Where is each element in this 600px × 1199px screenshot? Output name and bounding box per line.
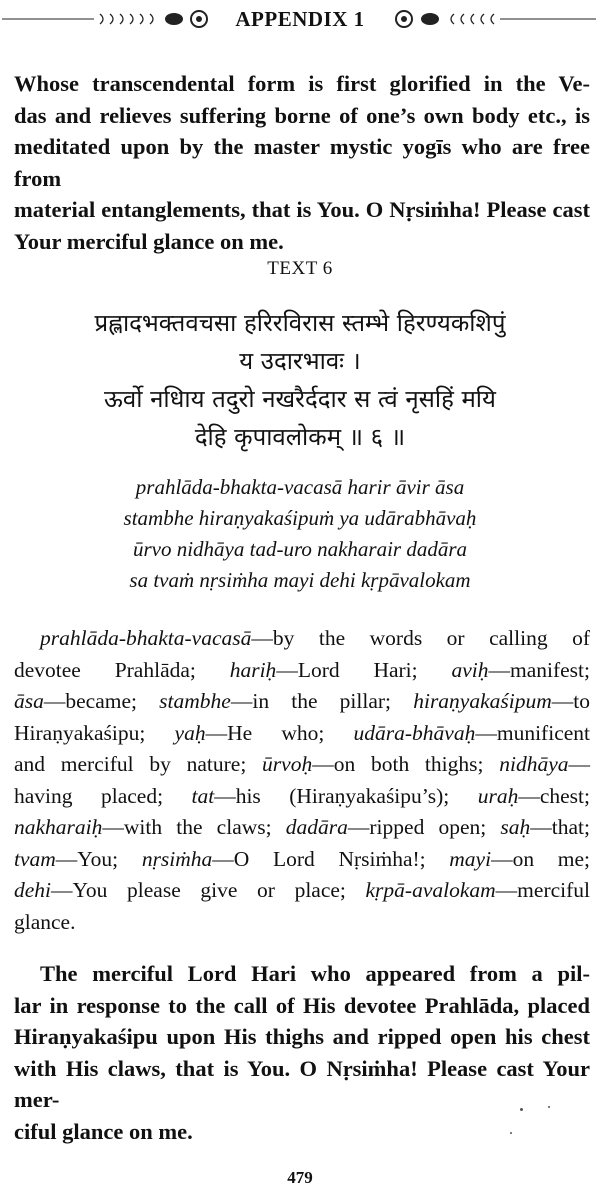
sanskrit-term: kṛpā-avalokam: [365, 878, 496, 902]
term-meaning: —on me;: [491, 846, 590, 871]
sanskrit-term: āsa: [14, 689, 44, 713]
synonyms-line: [14, 655, 590, 687]
sanskrit-term: dadāra: [285, 815, 348, 839]
sanskrit-term: ūrvoḥ: [262, 752, 313, 776]
transliteration-line: sa tvaṁ nṛsiṁha mayi dehi kṛpāvalokam: [129, 568, 471, 592]
term-meaning: —: [568, 752, 590, 776]
synonyms-line: [14, 686, 590, 718]
synonyms-line: [14, 812, 590, 844]
term-meaning: —merciful: [495, 878, 590, 902]
right-ornament-icon: [390, 6, 598, 32]
sanskrit-line: प्रह्लादभक्तवचसा हरिरविरास स्तम्भे हिरण्यकशिपुं: [94, 309, 506, 337]
term-meaning: —You please give or place;: [51, 878, 366, 902]
term-meaning: —became;: [43, 689, 160, 713]
paragraph-line: das and relieves suffering borne of one’s own body etc., is: [14, 102, 590, 128]
sanskrit-line: य उदारभावः ।: [239, 347, 361, 375]
synonyms-line: [14, 749, 590, 781]
sanskrit-term: mayi: [449, 846, 492, 871]
header-title: APPENDIX 1: [235, 7, 365, 31]
paragraph-line: meditated upon by the master mystic yogīs who are free from: [14, 134, 590, 191]
term-meaning: —You;: [55, 846, 142, 871]
term-meaning: having placed;: [14, 783, 192, 808]
paragraph-line: The merciful Lord Hari who appeared from a pil-: [40, 961, 590, 986]
transliteration: [0, 472, 600, 596]
term-meaning: —on both thighs;: [312, 752, 500, 776]
sanskrit-verse: [0, 304, 600, 456]
sanskrit-term: yaḥ: [174, 720, 206, 745]
synonyms-line: [14, 875, 590, 907]
ink-speck: [548, 1106, 550, 1108]
sanskrit-line: ऊर्वो नधिाय तदुरो नखरैर्ददार स त्वं नृसहिं मयि: [104, 385, 496, 413]
paragraph-line: Your merciful glance on me.: [14, 228, 284, 254]
ink-speck: [520, 1108, 523, 1111]
synonyms-line: [14, 718, 590, 750]
paragraph-line: ciful glance on me.: [14, 1118, 193, 1144]
sanskrit-term: hiraṇyakaśipum: [413, 689, 552, 713]
term-meaning: —chest;: [518, 783, 590, 808]
transliteration-line: ūrvo nidhāya tad-uro nakharair dadāra: [132, 537, 468, 561]
term-meaning: —ripped open;: [347, 815, 501, 839]
text-heading: TEXT 6: [267, 258, 333, 279]
term-meaning: —that;: [530, 815, 590, 839]
sanskrit-term: saḥ: [500, 815, 531, 839]
term-meaning: glance.: [14, 909, 76, 934]
transliteration-line: stambhe hiraṇyakaśipuṁ ya udārabhāvaḥ: [123, 506, 477, 530]
paragraph-line: Whose transcendental form is first glorified in the Ve-: [14, 71, 590, 96]
sanskrit-term: stambhe: [159, 689, 231, 713]
sanskrit-term: dehi: [14, 878, 52, 902]
sanskrit-term: tvam: [14, 846, 56, 871]
term-meaning: —with the claws;: [102, 815, 286, 839]
sanskrit-term: nṛsiṁha: [141, 846, 213, 871]
sanskrit-term: aviḥ: [451, 657, 489, 682]
term-meaning: —manifest;: [488, 657, 590, 682]
term-meaning: Hiraṇyakaśipu;: [14, 720, 175, 745]
ink-speck: [510, 1132, 512, 1134]
translation-paragraph: [14, 958, 590, 1147]
sanskrit-term: prahlāda-bhakta-vacasā: [40, 626, 252, 650]
synonyms-line: [14, 907, 590, 939]
term-meaning: devotee Prahlāda;: [14, 657, 230, 682]
running-header: [0, 6, 600, 32]
paragraph-line: material entanglements, that is You. O Nṛsiṁha! Please cast: [14, 197, 590, 222]
sanskrit-term: nidhāya: [499, 752, 569, 776]
synonyms-paragraph: [14, 623, 590, 938]
sanskrit-term: nakharaiḥ: [14, 815, 103, 839]
synonyms-line: [14, 781, 590, 813]
sanskrit-term: udāra-bhāvaḥ: [353, 720, 476, 745]
term-meaning: —to: [551, 689, 590, 713]
term-meaning: —by the words or calling of: [251, 626, 590, 650]
sanskrit-line: देहि कृपावलोकम् ॥ ६ ॥: [194, 423, 406, 451]
term-meaning: —his (Hiraṇyakaśipu’s);: [214, 783, 478, 808]
paragraph-line: with His claws, that is You. O Nṛsiṁha! Please cast Your mer-: [14, 1055, 590, 1112]
sanskrit-term: hariḥ: [229, 657, 277, 682]
paragraph-line: Hiraṇyakaśipu upon His thighs and ripped open his chest: [14, 1024, 590, 1049]
term-meaning: and merciful by nature;: [14, 752, 263, 776]
term-meaning: —He who;: [205, 720, 354, 745]
previous-verse-translation: [14, 68, 590, 257]
term-meaning: —Lord Hari;: [276, 657, 452, 682]
term-meaning: —munificent: [475, 720, 590, 745]
term-meaning: —in the pillar;: [230, 689, 414, 713]
page-number: 479: [287, 1168, 313, 1187]
paragraph-line: lar in response to the call of His devotee Prahlāda, placed: [14, 992, 590, 1018]
sanskrit-term: uraḥ: [477, 783, 519, 808]
term-meaning: —O Lord Nṛsiṁha!;: [212, 846, 450, 871]
transliteration-line: prahlāda-bhakta-vacasā harir āvir āsa: [135, 475, 465, 499]
sanskrit-term: tat: [191, 783, 215, 808]
synonyms-line: [14, 844, 590, 876]
synonyms-line: [14, 623, 590, 655]
